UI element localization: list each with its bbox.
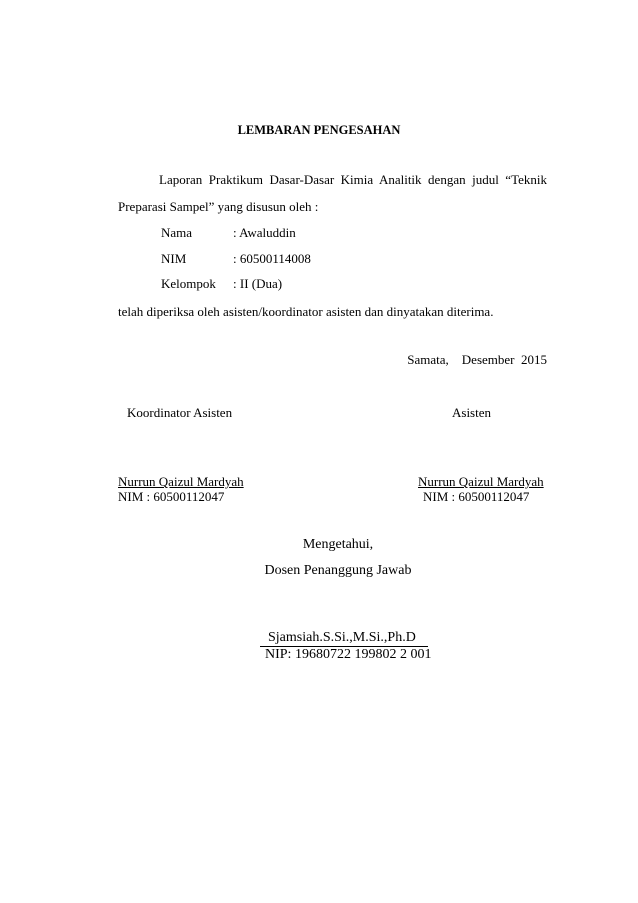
place-date: Samata, Desember 2015 [407, 352, 547, 367]
field-label-nim: NIM [161, 251, 187, 266]
field-label-nama: Nama [161, 225, 193, 240]
approval-statement: telah diperiksa oleh asisten/koordinator asisten dan dinyatakan diterima. [118, 304, 494, 319]
intro-paragraph-line-1: Laporan Praktikum Dasar-Dasar Kimia Analitik dengan judul “Teknik [159, 172, 547, 187]
field-value-nim: : 60500114008 [233, 251, 311, 266]
asisten-role: Asisten [452, 405, 491, 420]
intro-paragraph-line-2: Preparasi Sampel” yang disusun oleh : [118, 199, 319, 214]
mengetahui-label: Mengetahui, [302, 537, 374, 552]
koordinator-role: Koordinator Asisten [127, 405, 233, 420]
field-value-nama: : Awaluddin [233, 225, 296, 240]
document-title: LEMBARAN PENGESAHAN [237, 123, 401, 137]
dosen-signature-line [260, 630, 428, 647]
koordinator-name: Nurrun Qaizul Mardyah [118, 474, 244, 489]
asisten-nim: NIM : 60500112047 [423, 489, 530, 504]
dosen-nip: NIP: 19680722 199802 2 001 [265, 647, 432, 662]
dosen-role: Dosen Penanggung Jawab [264, 563, 412, 578]
koordinator-nim: NIM : 60500112047 [118, 489, 225, 504]
dosen-name: Sjamsiah.S.Si.,M.Si.,Ph.D [260, 630, 428, 647]
field-label-kelompok: Kelompok [161, 276, 216, 291]
field-value-kelompok: : II (Dua) [233, 276, 283, 291]
asisten-name: Nurrun Qaizul Mardyah [418, 474, 544, 489]
